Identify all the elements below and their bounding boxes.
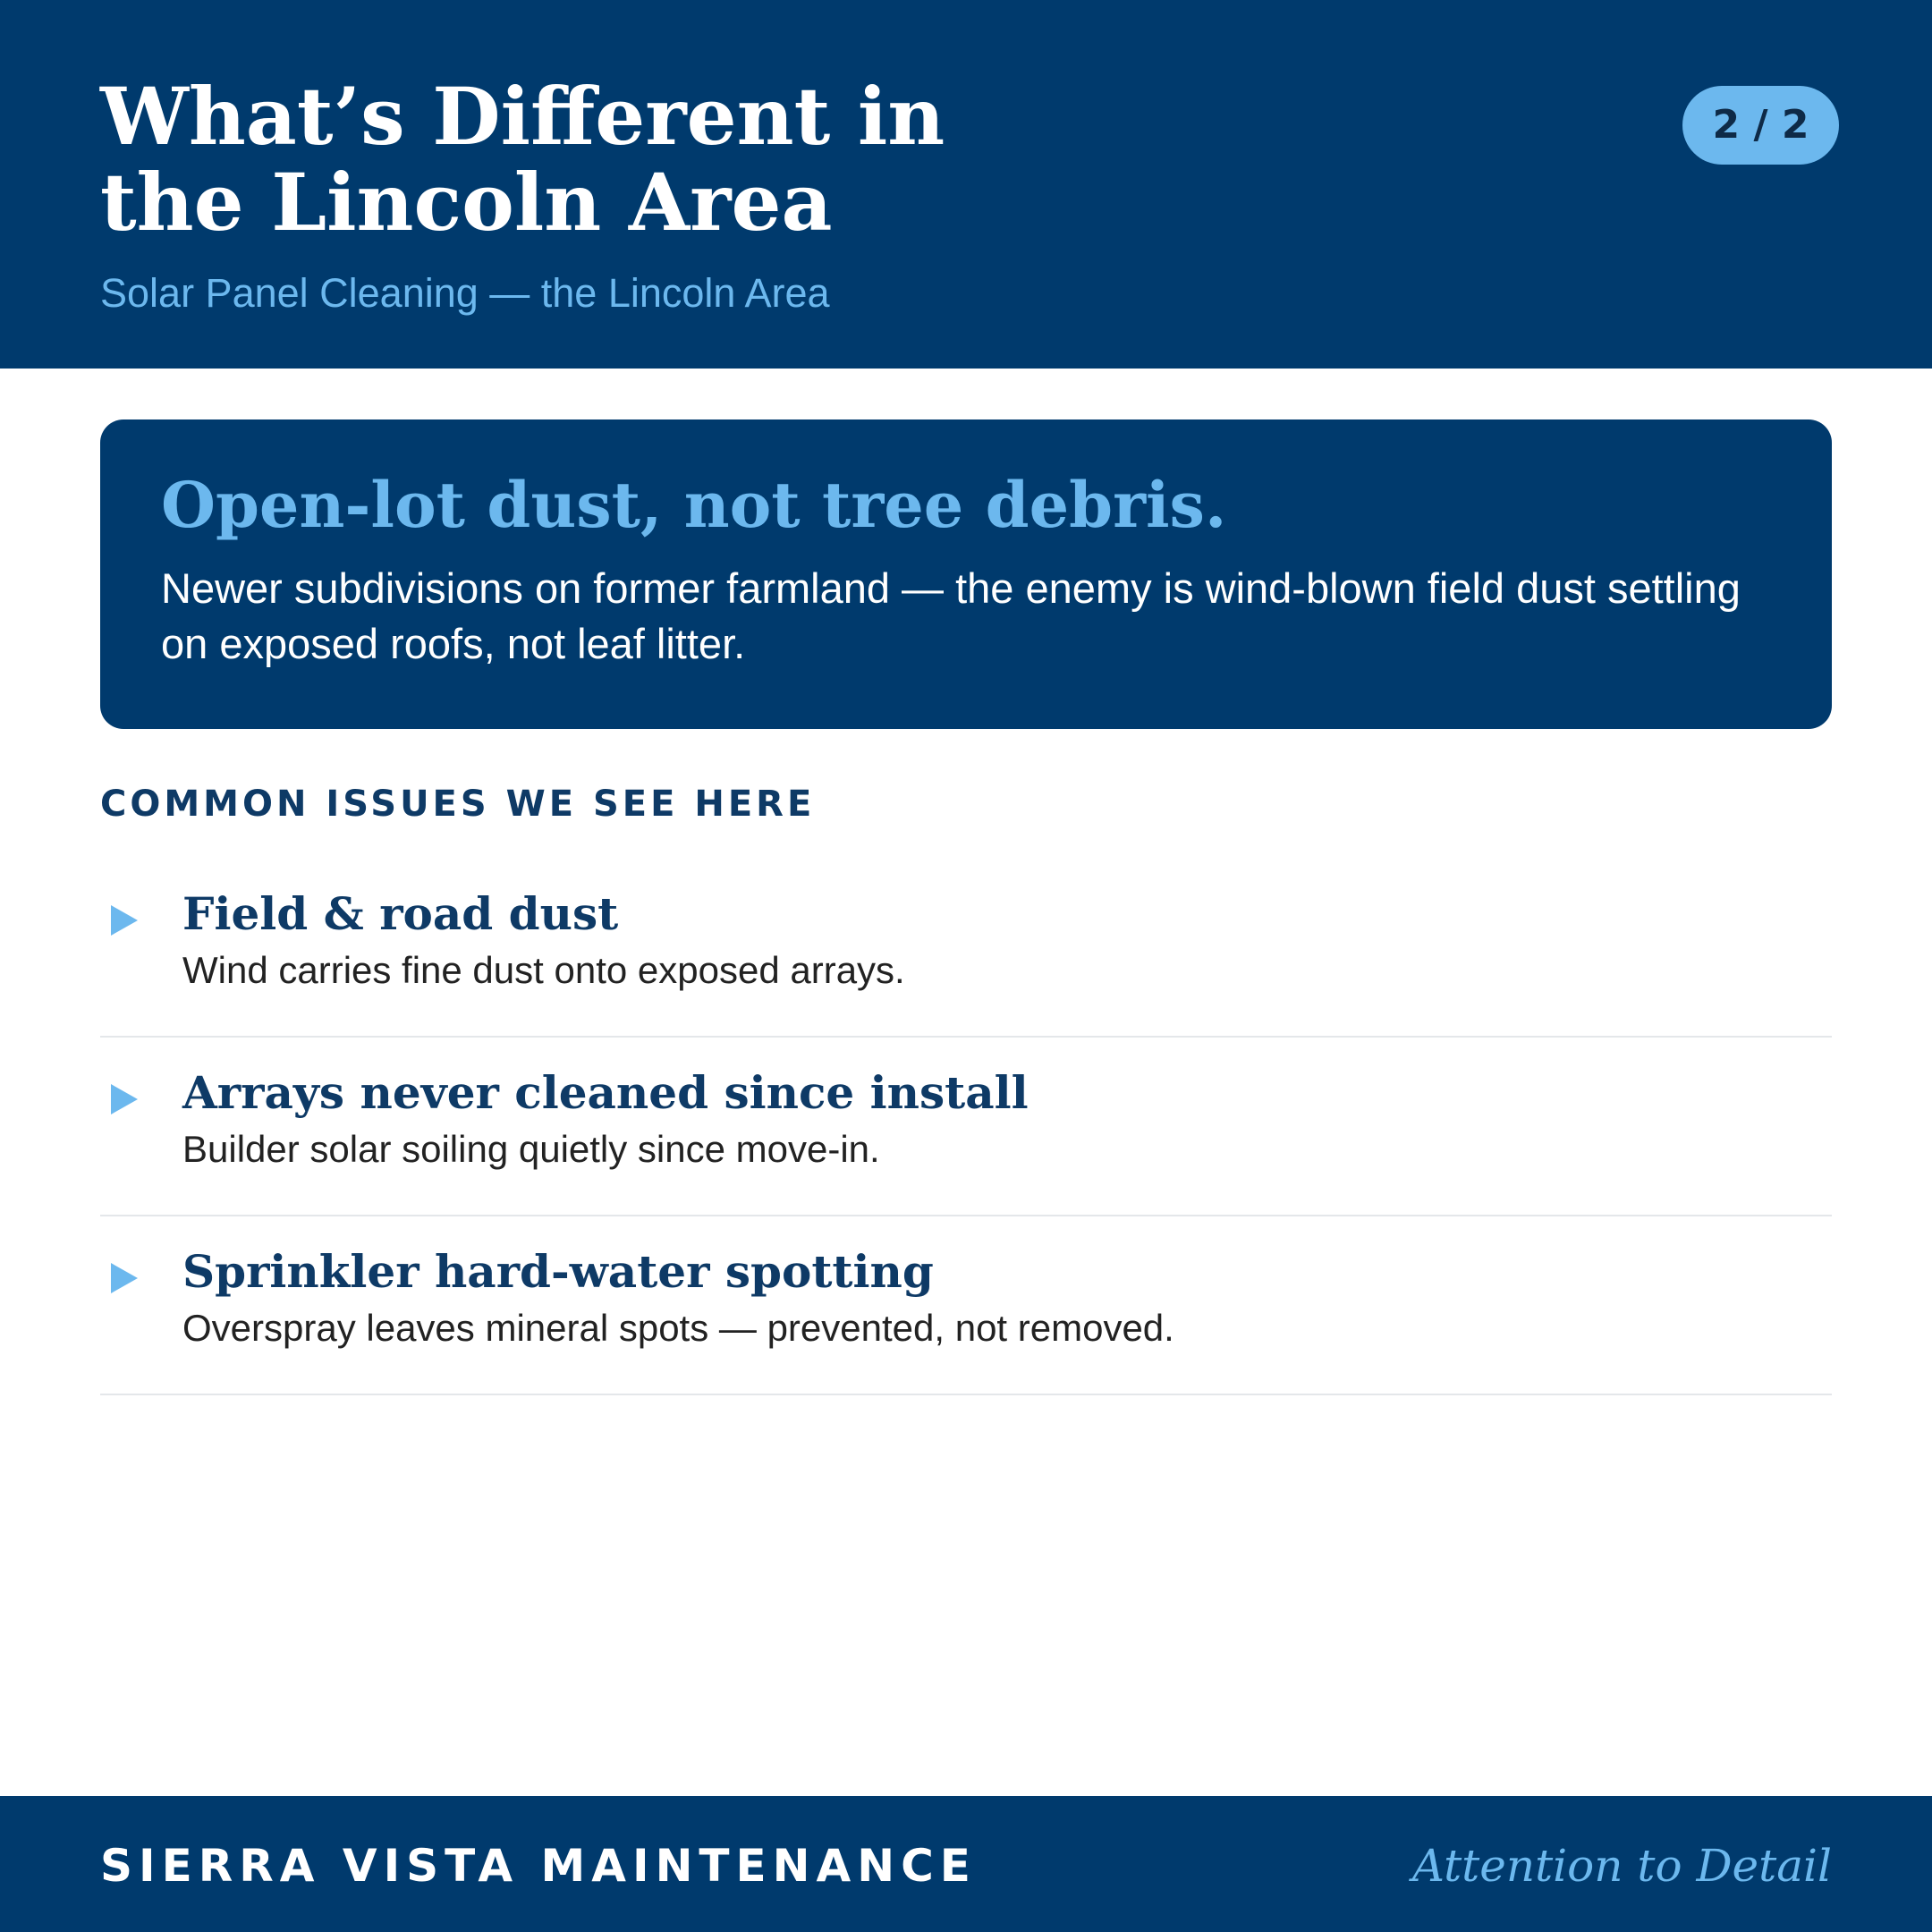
callout-body: Newer subdivisions on former farmland — the enemy is wind-blown field dust settling on exposed roofs, not leaf litter. [161,564,1741,667]
page-indicator-badge: 2 / 2 [1682,86,1839,165]
tagline: Attention to Detail [1411,1840,1832,1892]
footer [0,1796,1932,1932]
issue-title: Sprinkler hard-water spotting [182,1245,934,1298]
highlight-callout [100,419,1832,729]
page-subtitle: Solar Panel Cleaning — the Lincoln Area [100,270,830,316]
play-triangle-icon [111,1084,138,1114]
page-title-line-1: What’s Different in [100,70,945,163]
issue-description: Builder solar soiling quietly since move-in. [182,1128,880,1170]
list-item [100,1038,1832,1216]
list-item [100,1216,1832,1395]
section-label: COMMON ISSUES WE SEE HERE [100,784,816,825]
play-triangle-icon [111,905,138,936]
issue-title: Arrays never cleaned since install [182,1066,1029,1119]
play-triangle-icon [111,1263,138,1293]
issue-description: Overspray leaves mineral spots — prevented, not removed. [182,1307,1174,1349]
brand-name: SIERRA VISTA MAINTENANCE [100,1840,977,1892]
issue-description: Wind carries fine dust onto exposed arrays. [182,949,905,991]
list-item [100,859,1832,1038]
issues-list [100,859,1832,1395]
issue-title: Field & road dust [182,887,619,940]
callout-heading: Open-lot dust, not tree debris. [161,468,1227,542]
header [0,0,1932,369]
page-title-line-2: the Lincoln Area [100,156,833,249]
page-title [100,70,1442,249]
